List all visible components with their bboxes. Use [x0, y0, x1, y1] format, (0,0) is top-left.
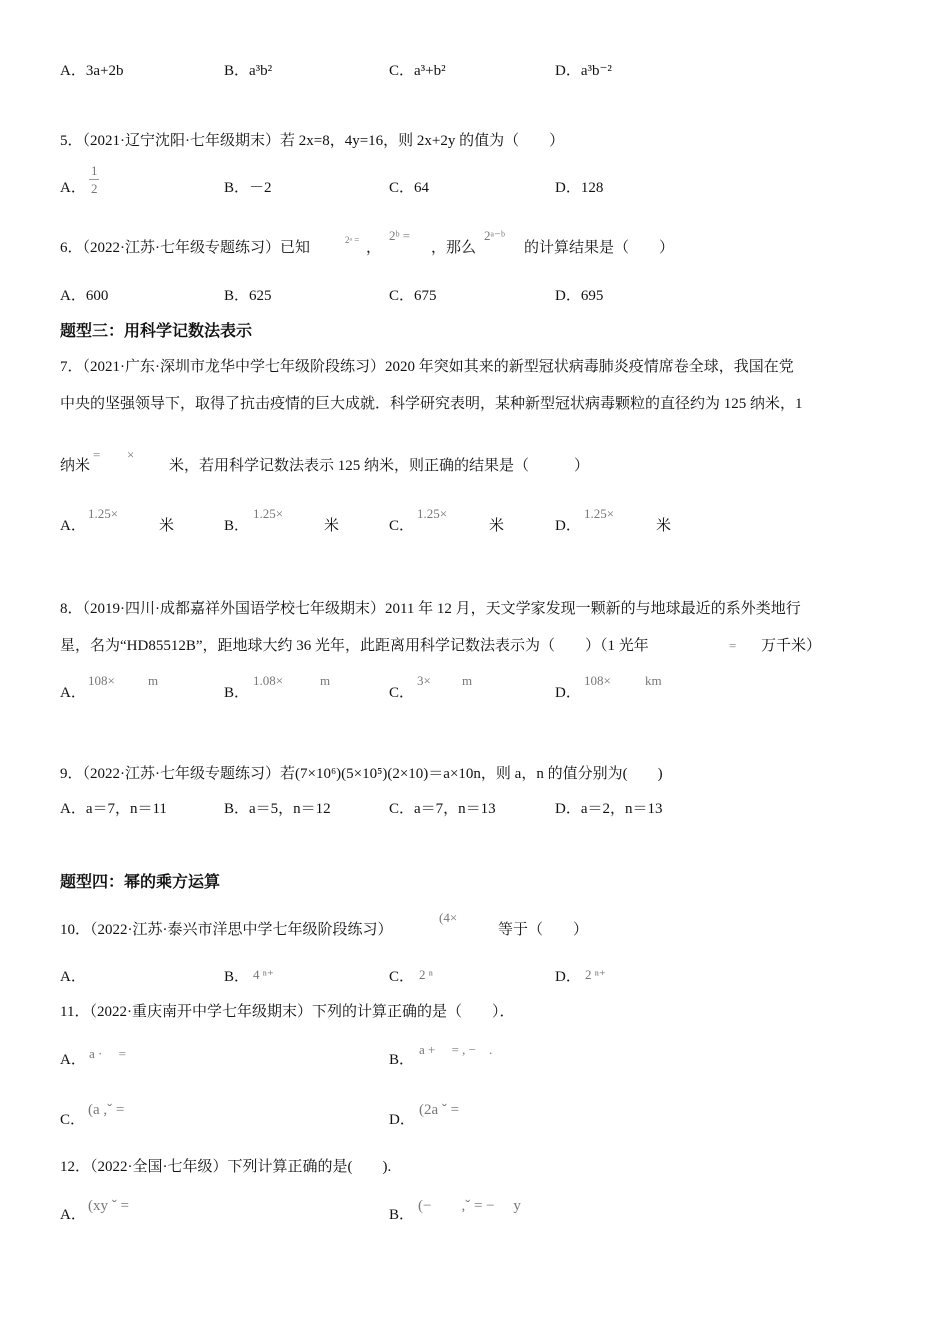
q9-option-d: D．a＝2，n＝13	[555, 801, 663, 817]
q6-formula-fragment-1: 2ᵃ =	[345, 235, 360, 245]
q6-stem-part3: 的计算结果是（ ）	[524, 240, 675, 256]
q10-option-b-fragment: 4 ⁿ⁺	[253, 967, 274, 982]
q6-option-b: B．625	[224, 288, 272, 304]
q6-formula-fragment-2: 2ᵇ =	[389, 228, 411, 243]
q8-option-a-label: A．	[60, 685, 86, 701]
q12-option-b-label: B．	[389, 1207, 415, 1223]
q7-option-b-label: B．	[224, 518, 250, 534]
q7-stem-line3a: 纳米	[60, 458, 91, 474]
q10-formula-fragment: (4×	[439, 910, 458, 925]
q11-option-a-label: A．	[60, 1052, 86, 1068]
q10-option-a: A．	[60, 969, 86, 985]
q8-option-a-unit: m	[148, 673, 159, 688]
q5-option-c: C．64	[389, 180, 430, 196]
q7-option-c-label: C．	[389, 518, 415, 534]
q8-equals-fragment: =	[729, 638, 737, 653]
q8-option-d-label: D．	[555, 685, 581, 701]
q11-option-c-fragment: (a ,ˇ =	[88, 1102, 125, 1118]
q5-option-b: B．－2	[224, 180, 272, 196]
q10-stem-part-b: 等于（ ）	[498, 922, 589, 938]
q8-option-c-value: 3×	[417, 673, 431, 688]
q9-option-c: C．a＝7，n＝13	[389, 801, 496, 817]
q7-option-a-value: 1.25×	[88, 506, 119, 521]
q8-stem-line1: 8．（2019·四川·成都嘉祥外国语学校七年级期末）2011 年 12 月，天文学家发现一颗新的与地球最近的系外类地行	[60, 601, 801, 617]
q7-option-b-value: 1.25×	[253, 506, 284, 521]
q11-option-b-label: B．	[389, 1052, 415, 1068]
q4-option-a: A．3a+2b	[60, 63, 124, 79]
q7-option-a-label: A．	[60, 518, 86, 534]
q7-option-d-unit: 米	[656, 518, 672, 534]
section-heading-4: 题型四：幂的乘方运算	[60, 872, 221, 891]
q10-stem-part-a: 10．（2022·江苏·泰兴市洋思中学七年级阶段练习）	[60, 922, 393, 938]
q7-option-b-unit: 米	[324, 518, 340, 534]
q8-option-d-value: 108×	[584, 673, 611, 688]
q10-option-d-label: D．	[555, 969, 581, 985]
q8-option-c-label: C．	[389, 685, 415, 701]
q6-formula-fragment-3: 2ᵃ⁻ᵇ	[484, 228, 505, 243]
section-heading-3: 题型三：用科学记数法表示	[60, 321, 253, 340]
q8-stem-line2b: 万千米）	[761, 638, 822, 654]
q11-option-d-label: D．	[389, 1112, 415, 1128]
q10-option-c-fragment: 2 ⁿ	[419, 967, 433, 982]
q7-option-c-value: 1.25×	[417, 506, 448, 521]
q6-option-a: A．600	[60, 288, 109, 304]
q9-stem: 9．（2022·江苏·七年级专题练习）若(7×10⁶)(5×10⁵)(2×10)＝a×10n，则 a，n 的值分别为( )	[60, 766, 663, 782]
q7-equals-fragment: =	[93, 447, 101, 462]
q9-option-a: A．a＝7，n＝11	[60, 801, 167, 817]
q12-option-a-label: A．	[60, 1207, 86, 1223]
q11-stem: 11．（2022·重庆南开中学七年级期末）下列的计算正确的是（ ）．	[60, 1004, 515, 1020]
q7-option-c-unit: 米	[489, 518, 505, 534]
q8-option-c-unit: m	[462, 673, 473, 688]
q11-option-b-fragment: a + = , − .	[419, 1042, 493, 1057]
q8-option-b-unit: m	[320, 673, 331, 688]
q12-option-a-fragment: (xy ˇ =	[88, 1198, 129, 1214]
q4-option-c: C．a³+b²	[389, 63, 446, 79]
q10-option-d-fragment: 2 ⁿ⁺	[585, 967, 606, 982]
q7-stem-line1: 7．（2021·广东·深圳市龙华中学七年级阶段练习）2020 年突如其来的新型冠状病毒肺炎疫情席卷全球，我国在党	[60, 359, 794, 375]
q7-times-fragment: ×	[127, 447, 135, 462]
q7-option-d-label: D．	[555, 518, 581, 534]
q10-option-b-label: B．	[224, 969, 250, 985]
q5-option-d: D．128	[555, 180, 604, 196]
q8-option-a-value: 108×	[88, 673, 115, 688]
q8-option-b-value: 1.08×	[253, 673, 284, 688]
q7-stem-line2: 中央的坚强领导下，取得了抗击疫情的巨大成就．科学研究表明，某种新型冠状病毒颗粒的直径约为 125 纳米，1	[60, 396, 803, 412]
q6-comma: ，	[366, 240, 382, 256]
q7-option-d-value: 1.25×	[584, 506, 615, 521]
q6-option-d: D．695	[555, 288, 604, 304]
q11-option-d-fragment: (2a ˇ =	[419, 1102, 460, 1118]
q5-fraction-numerator: 1	[91, 163, 98, 178]
q9-option-b: B．a＝5，n＝12	[224, 801, 331, 817]
q5-fraction-denominator: 2	[91, 181, 98, 196]
q12-option-b-fragment: (− ,ˇ = − y	[418, 1198, 521, 1214]
q7-option-a-unit: 米	[159, 518, 175, 534]
q8-option-b-label: B．	[224, 685, 250, 701]
q6-stem-part1: 6．（2022·江苏·七年级专题练习）已知	[60, 240, 310, 256]
q8-stem-line2a: 星，名为“HD85512B”，距地球大约 36 光年，此距离用科学记数法表示为（ ）（1 光年	[60, 638, 649, 654]
q5-option-a-label: A．	[60, 180, 86, 196]
q11-option-a-fragment: a · =	[89, 1046, 126, 1061]
q7-stem-line3b: 米，若用科学记数法表示 125 纳米，则正确的结果是（ ）	[169, 458, 590, 474]
q11-option-c-label: C．	[60, 1112, 86, 1128]
q4-option-b: B．a³b²	[224, 63, 273, 79]
q10-option-c-label: C．	[389, 969, 415, 985]
q5-fraction-bar	[89, 179, 99, 180]
q5-stem: 5．（2021·辽宁沈阳·七年级期末）若 2x=8，4y=16，则 2x+2y 的值为（ ）	[60, 133, 565, 149]
q4-option-d: D．a³b⁻²	[555, 63, 612, 79]
q8-option-d-unit: km	[645, 673, 662, 688]
q6-stem-part2: ，那么	[431, 240, 477, 256]
q12-stem: 12．（2022·全国·七年级）下列计算正确的是( ).	[60, 1159, 392, 1175]
q6-option-c: C．675	[389, 288, 437, 304]
